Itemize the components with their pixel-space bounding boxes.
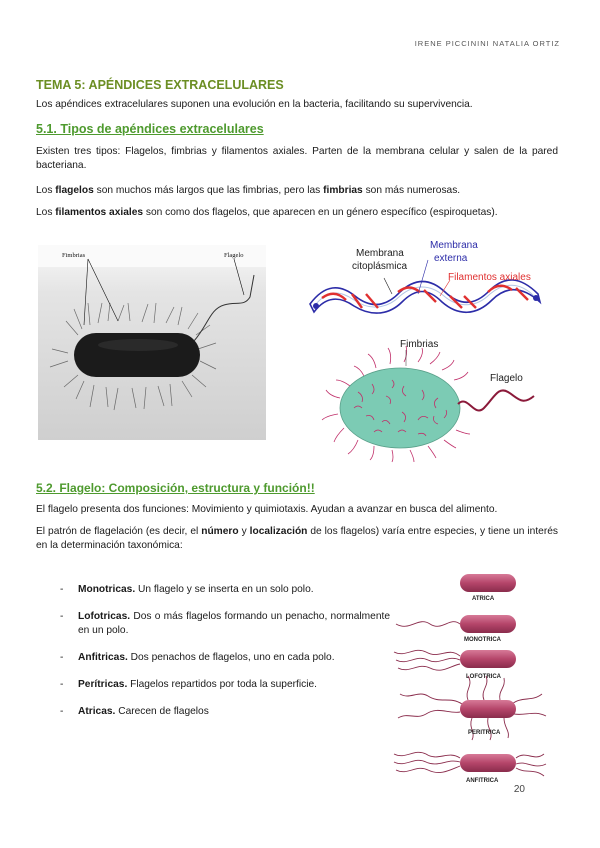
- label-flagelo: Flagelo: [490, 373, 523, 384]
- label-anfitrica: ANFITRICA: [466, 778, 499, 784]
- label-membrana-citoplasmica-1: Membrana: [356, 248, 404, 259]
- cell-body: [340, 368, 460, 448]
- section-heading-5-2: 5.2. Flagelo: Composición, estructura y función!!: [36, 481, 315, 495]
- section2-paragraph-2: El patrón de flagelación (es decir, el número y localización de los flagelos) varía entre especies, y tiene un interés en la determinación taxonómica:: [36, 526, 558, 551]
- label-fimbrias: Fimbrias: [400, 339, 439, 350]
- section1-paragraph-2: Los flagelos son muchos más largos que las fimbrias, pero las fimbrias son más numerosas.: [36, 185, 461, 196]
- label-monotrica: MONOTRICA: [464, 637, 501, 643]
- section1-paragraph-3: Los filamentos axiales son como dos flagelos, que aparecen en un género específico (espiroquetas).: [36, 207, 498, 218]
- label-atrica: ATRICA: [472, 596, 495, 602]
- monotrica-cell: [460, 615, 516, 633]
- label-filamentos-axiales: Filamentos axiales: [448, 272, 531, 283]
- outer-membrane: [310, 280, 540, 313]
- peritrica-cell: [460, 700, 516, 718]
- section1-paragraph-1: Existen tres tipos: Flagelos, fimbrias y filamentos axiales. Parten de la membrana celular y salen de la pared bacteriana.: [36, 146, 558, 171]
- label-lofotrica: LOFOTRICA: [466, 674, 501, 680]
- list-item: - Monotricas. Un flagelo y se inserta en un solo polo.: [60, 584, 314, 595]
- lofotrica-cell: [460, 650, 516, 668]
- page-number: 20: [513, 784, 525, 795]
- micrograph-label-flagelo: Flagelo: [224, 252, 244, 259]
- label-membrana-externa-1: Membrana: [430, 240, 478, 251]
- list-item: - Perítricas. Flagelos repartidos por toda la superficie.: [60, 679, 317, 690]
- micrograph-label-fimbrias: Fimbrias: [62, 252, 86, 259]
- section-heading-5-1: 5.1. Tipos de apéndices extracelulares: [36, 122, 264, 136]
- spirochete-figure: [300, 236, 550, 326]
- label-peritrica: PERITRICA: [468, 730, 501, 736]
- list-item: - Lofotricas. Dos o más flagelos formando un penacho, normalmente en un polo.: [60, 611, 390, 636]
- anfitrica-cell: [460, 754, 516, 772]
- flagellation-patterns-figure: [388, 570, 553, 785]
- section2-paragraph-1: El flagelo presenta dos funciones: Movimiento y quimiotaxis. Ayudan a avanzar en busca del alimento.: [36, 504, 498, 515]
- list-item: - Atricas. Carecen de flagelos: [60, 706, 209, 717]
- intro-paragraph: Los apéndices extracelulares suponen una evolución en la bacteria, facilitando su supervivencia.: [36, 99, 473, 110]
- micrograph-figure: [38, 245, 266, 440]
- label-membrana-citoplasmica-2: citoplásmica: [352, 261, 408, 272]
- header-authors: IRENE PICCININI NATALIA ORTIZ: [414, 39, 560, 48]
- atrica-cell: [460, 574, 516, 592]
- page-title: TEMA 5: APÉNDICES EXTRACELULARES: [36, 78, 284, 92]
- label-membrana-externa-2: externa: [434, 253, 468, 264]
- list-item: - Anfitricas. Dos penachos de flagelos, uno en cada polo.: [60, 652, 335, 663]
- flagellum-curve: [458, 390, 534, 410]
- fimbrias-flagelo-figure: [318, 336, 550, 464]
- flagellation-types-list: [60, 583, 390, 732]
